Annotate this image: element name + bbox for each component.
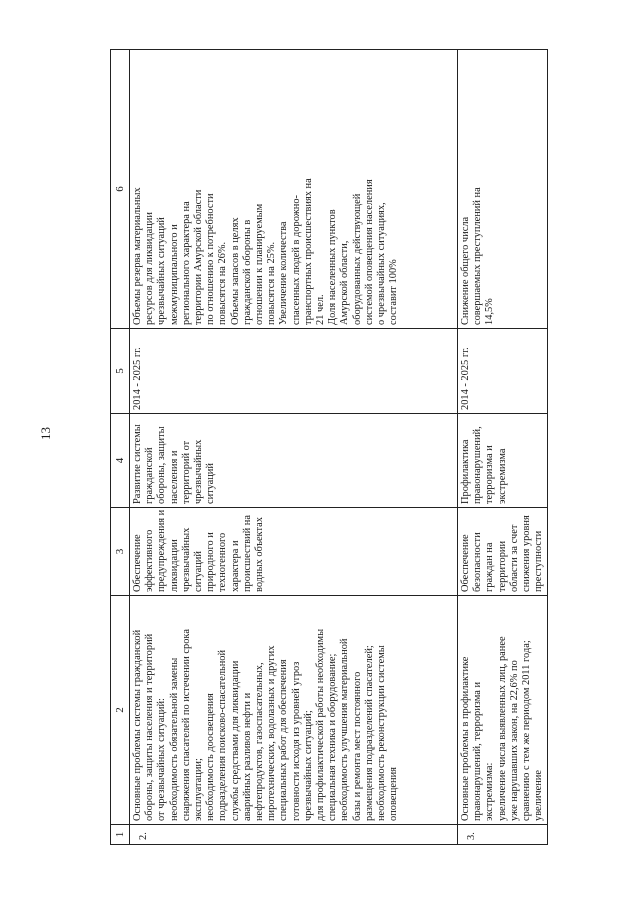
text-line: чрезвычайных ситуаций [156,217,168,325]
program-table [110,49,548,845]
text-line: отношении к планируемым [254,203,266,325]
text-line: для профилактической работы необходимы [315,628,327,821]
text-line: безопасности [472,532,484,592]
table-row [458,50,548,845]
text-line: граждан на [484,542,496,592]
header-col-1: 1 [111,825,130,845]
text-line: по отношению к потребности [205,193,217,325]
text-line: снижения уровня [521,515,533,592]
text-line: Обеспечение [132,534,143,592]
text-line: ресурсов для ликвидации [144,212,156,325]
text-line: Обеспечение [460,534,471,592]
text-line: пиротехнических, водолазных и других [266,645,278,821]
header-col-6: 6 [111,50,130,329]
results-cell [130,50,458,329]
period-cell: 2014 - 2025 гг. [458,329,548,414]
text-line: увеличение [533,770,545,821]
text-line: предупреждения и [156,509,168,592]
header-col-2: 2 [111,596,130,825]
task-cell [130,414,458,508]
text-line: о чрезвычайных ситуациях, [376,202,388,325]
text-line: Основные проблемы системы гражданской [132,629,143,821]
text-line: Основные проблемы в профилактике [460,656,471,821]
page-number: 13 [38,427,53,440]
text-line: природного и [205,532,217,592]
text-line: Развитие системы [132,424,143,504]
text-line: увеличение числа выявленных лиц, ранее [496,636,508,821]
text-line: территории [496,540,508,592]
text-line: чрезвычайных [193,439,205,504]
task-cell [458,414,548,508]
text-line: службы средствами для ликвидации [229,660,241,821]
header-col-3: 3 [111,508,130,596]
text-line: нефтепродуктов, газоспасательных, [254,662,266,821]
text-line: составит 100% [388,259,400,325]
table-header-row [111,50,130,845]
text-line: территории Амурской области [193,189,205,325]
text-line: необходимость обязательной замены [168,657,180,821]
text-line: гражданской обороны в [241,219,253,325]
goal-cell [458,508,548,596]
text-line: населения и [168,450,180,504]
text-line: ситуаций [205,463,217,504]
text-line: размещения подразделений спасателей; [363,645,375,821]
text-line: базы и ремонта мест постоянного [351,671,363,821]
text-line: от чрезвычайных ситуаций: [156,698,168,821]
header-col-4: 4 [111,414,130,508]
text-line: Амурской области, [339,240,351,325]
text-line: территорий от [180,440,192,504]
text-line: аварийных разливов нефти и [241,692,253,821]
text-line: спасенных людей в дорожно- [290,194,302,325]
text-line: ситуаций [193,551,205,592]
text-line: области за счет [508,524,520,592]
text-line: экстремизма: [484,762,496,821]
text-line: системой оповещения населения [363,179,375,325]
text-line: регионального характера на [180,201,192,325]
text-line: правонарушений, терроризма и [472,681,484,821]
text-line: специальная техника и оборудование; [327,653,339,821]
text-line: Доля населенных пунктов [327,209,339,325]
text-line: Объемы запасов в целях [229,217,241,325]
text-line: чрезвычайных [180,527,192,592]
period-cell: 2014 - 2025 гг. [130,329,458,414]
text-line: чрезвычайных ситуаций; [302,710,314,821]
problems-cell [458,596,548,825]
text-line: необходимость улучшения материальной [339,638,351,821]
text-line: оборудованных действующей [351,193,363,325]
text-line: происшествий на [241,515,253,592]
text-line: гражданской [144,447,156,504]
text-line: техногенного [217,532,229,592]
text-line: необходимость доосвещения [205,693,217,821]
text-line: Объемы резерва материальных [132,187,143,325]
text-line: межмуниципального и [168,224,180,325]
header-col-5: 5 [111,329,130,414]
row-number: 3. [458,825,548,845]
text-line: ликвидации [168,539,180,592]
text-line: эксплуатации; [193,758,205,821]
text-line: экстремизма [496,448,508,504]
text-line: необходимость реконструкции системы [376,645,388,821]
text-line: Снижение общего числа [460,216,471,325]
text-line: снаряжения спасателей по истечении срока [180,629,192,821]
text-line: обороны, защиты [156,426,168,504]
text-line: обороны, защиты населения и территорий [144,633,156,821]
text-line: водных объектах [254,517,266,592]
text-line: готовности исходя из уровней угроз [290,661,302,821]
text-line: терроризма и [484,445,496,504]
text-line: подразделения поисково-спасательной [217,649,229,821]
text-line: повысятся на 25%. [266,241,278,325]
goal-cell [130,508,458,596]
text-line: транспортных происшествиях на [302,178,314,325]
text-line: 14,5% [484,298,496,325]
text-line: преступности [533,530,545,592]
text-line: оповещения [388,767,400,821]
text-line: уже нарушавших закон, на 22,6% по [508,660,520,821]
results-cell [458,50,548,329]
text-line: повысятся на 26%. [217,241,229,325]
table-row [130,50,458,845]
text-line: Профилактика [460,439,471,504]
problems-cell [130,596,458,825]
text-line: Увеличение количества [278,221,290,325]
text-line: совершаемых преступлений на [472,187,484,325]
text-line: характера и [229,540,241,592]
text-line: эффективного [144,529,156,592]
text-line: сравнению с тем же периодом 2011 года; [521,640,533,821]
rotated-table-wrapper [110,50,545,845]
text-line: правонарушений, [472,426,484,504]
text-line: специальных работ для обеспечения [278,659,290,821]
text-line: 21 чел. [315,294,327,325]
row-number: 2. [130,825,458,845]
